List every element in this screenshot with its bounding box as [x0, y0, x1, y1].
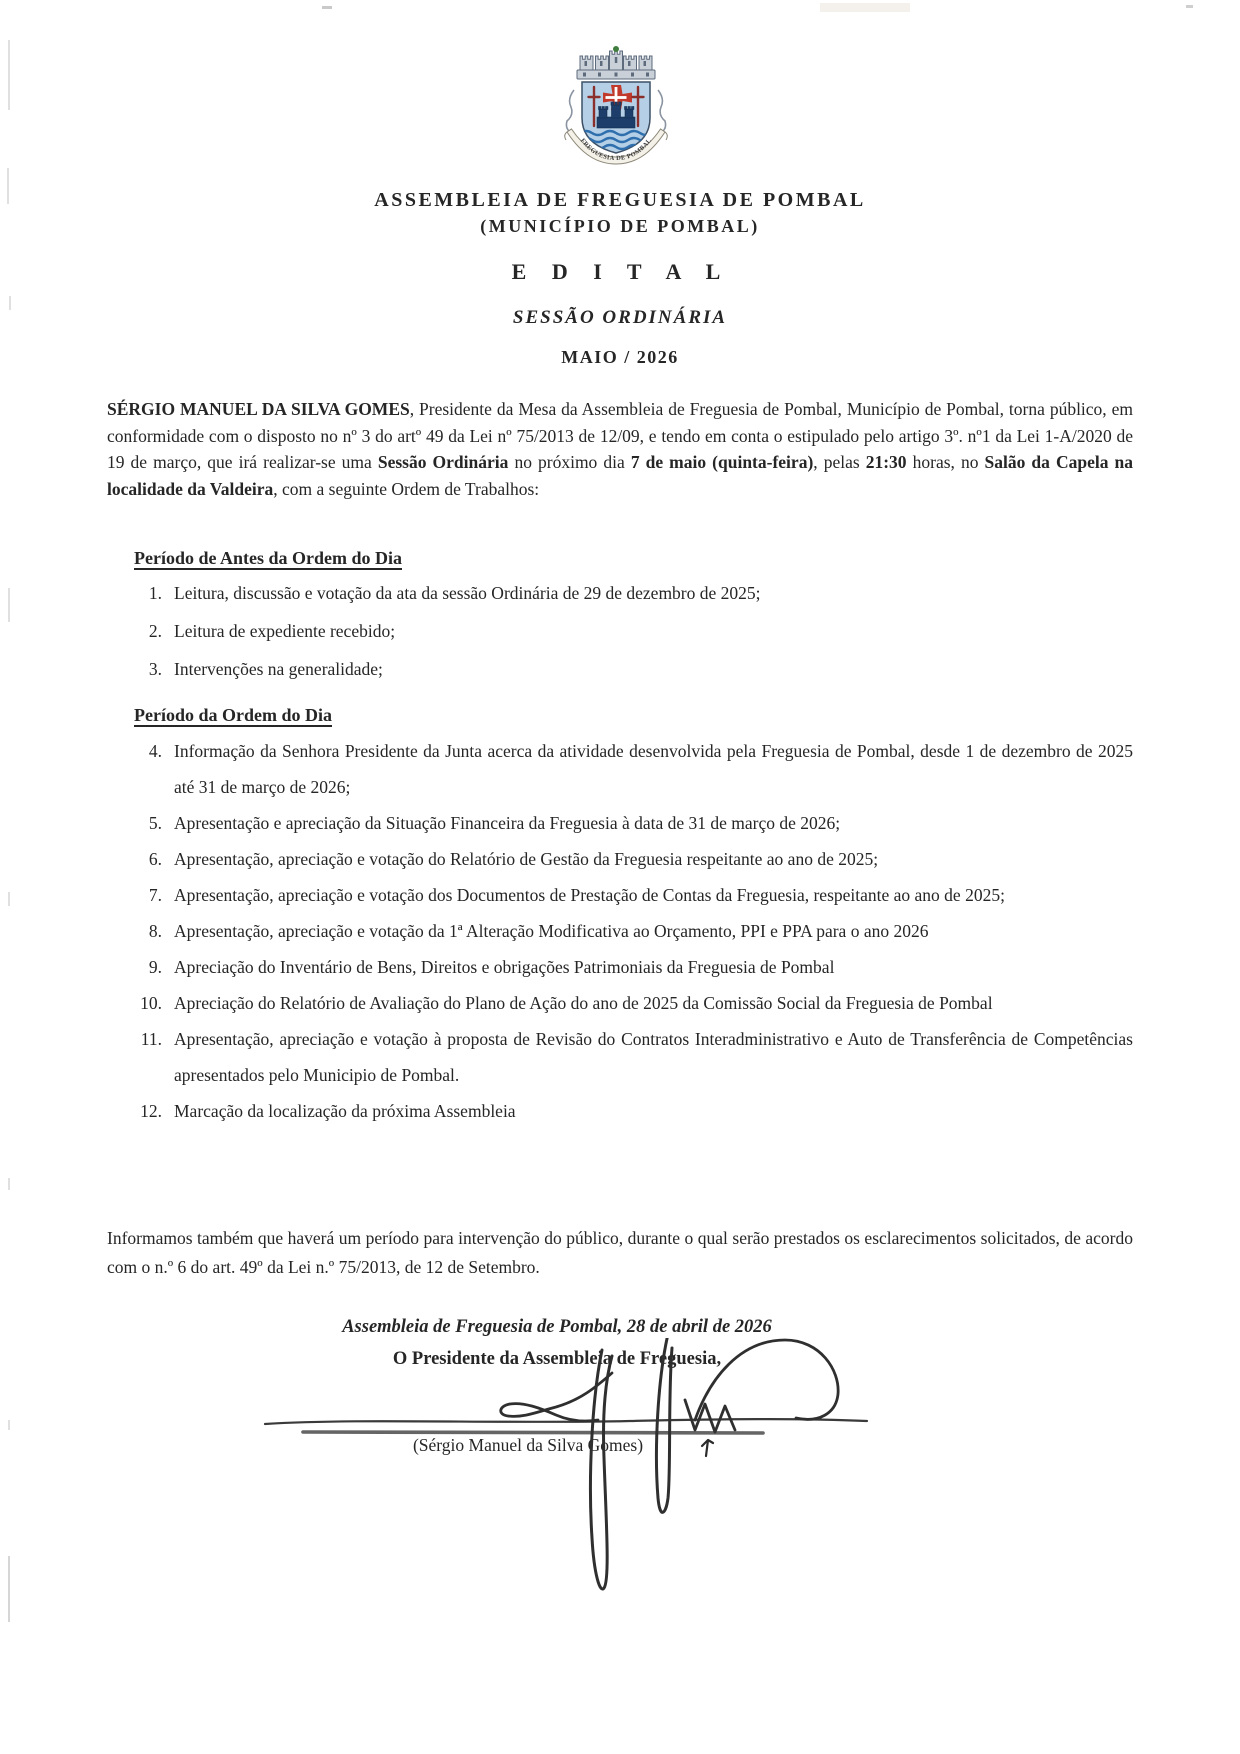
list-item: [107, 805, 1133, 841]
arrow-scan-mark: [700, 1436, 718, 1458]
intro-text: , Presidente da Mesa da Assembleia de Freguesia de Pombal, Município de Pombal, torna público, em conformidade com o disposto no nº 3 do artº 49 da Lei nº 75/2013 de 12/09, e tendo em conta o estipulado pelo artigo 3º. nº1 da Lei 1-A/2020 de 19 de março, que irá realizar-se uma: [107, 399, 1133, 472]
item-text: Apresentação, apreciação e votação dos Documentos de Prestação de Contas da Freguesia, respeitante ao ano de 2025;: [174, 885, 1005, 905]
intro-paragraph: [107, 396, 1133, 502]
session-type-title: SESSÃO ORDINÁRIA: [512, 307, 728, 328]
item-number: 8.: [148, 921, 162, 941]
session-bold: Sessão Ordinária: [377, 452, 509, 472]
item-number: 6.: [148, 849, 162, 869]
coat-of-arms-logo: [550, 30, 682, 166]
item-number: 2.: [148, 621, 162, 641]
scan-artifact: [820, 3, 910, 12]
closing-paragraph: Informamos também que haverá um período para intervenção do público, durante o qual serão prestados os esclarecimentos solicitados, de acordo com o n.º 6 do art. 49º da Lei n.º 75/2013, de 12 de Setembro.: [107, 1228, 1133, 1277]
list-item: [107, 574, 1133, 612]
scan-artifact: [1186, 5, 1193, 8]
list-item: [107, 841, 1133, 877]
signoff-place-date: Assembleia de Freguesia de Pombal, 28 de abril de 2026: [342, 1317, 772, 1337]
meeting-time-bold: 21:30: [865, 452, 907, 472]
item-number: 11.: [140, 1029, 162, 1049]
item-number: 10.: [140, 993, 162, 1013]
coat-of-arms-graphic: [550, 30, 682, 166]
item-number: 5.: [148, 813, 162, 833]
session-month-year: MAIO / 2026: [561, 347, 679, 367]
scan-artifact: [9, 296, 11, 310]
doc-type-title: E D I T A L: [511, 259, 729, 284]
scan-artifact: [8, 1556, 10, 1622]
list-item: [107, 985, 1133, 1021]
item-number: 4.: [148, 741, 162, 761]
item-text: Informação da Senhora Presidente da Junta acerca da atividade desenvolvida pela Freguesia de Pombal, desde 1 de dezembro de 2025 até 31 de março de 2026;: [174, 741, 1133, 797]
meeting-date-bold: 7 de maio (quinta-feira): [630, 452, 814, 472]
org-title: ASSEMBLEIA DE FREGUESIA DE POMBAL: [374, 189, 866, 211]
intro-text: , pelas: [813, 452, 866, 472]
org-subtitle: (MUNICÍPIO DE POMBAL): [480, 216, 760, 236]
scan-artifact: [8, 892, 10, 906]
list-item: [107, 877, 1133, 913]
item-number: 1.: [148, 583, 162, 603]
item-number: 3.: [148, 659, 162, 679]
item-text: Apresentação, apreciação e votação do Relatório de Gestão da Freguesia respeitante ao ano de 2025;: [174, 849, 879, 869]
section-heading-order-of-day: Período da Ordem do Dia: [134, 705, 332, 725]
scan-artifact: [7, 168, 9, 204]
agenda-list-order-of-day: [107, 733, 1133, 1129]
mantling-left: [566, 90, 574, 132]
scan-artifact: [8, 1420, 10, 1430]
item-text: Intervenções na generalidade;: [174, 659, 383, 679]
banner-text: FREGUESIA DE POMBAL: [578, 137, 654, 163]
intro-text: no próximo dia: [508, 452, 631, 472]
list-item: [107, 650, 1133, 688]
agenda-list-before-order: [107, 574, 1133, 688]
item-text: Leitura, discussão e votação da ata da sessão Ordinária de 29 de dezembro de 2025;: [174, 583, 761, 603]
list-item: [107, 1093, 1133, 1129]
list-item: [107, 949, 1133, 985]
handwritten-signature: [240, 1338, 880, 1608]
scan-artifact: [8, 40, 10, 110]
item-number: 7.: [148, 885, 162, 905]
item-text: Apresentação e apreciação da Situação Financeira da Freguesia à data de 31 de março de 2026;: [174, 813, 841, 833]
item-text: Apreciação do Relatório de Avaliação do Plano de Ação do ano de 2025 da Comissão Social da Freguesia de Pombal: [174, 993, 993, 1013]
meeting-venue-bold: Salão da Capela na localidade da Valdeira: [107, 452, 1133, 499]
list-item: [107, 612, 1133, 650]
item-number: 12.: [140, 1101, 162, 1121]
section-heading-before-order: Período de Antes da Ordem do Dia: [134, 548, 402, 568]
signoff-name: (Sérgio Manuel da Silva Gomes): [412, 1435, 644, 1455]
scan-artifact: [8, 588, 10, 622]
intro-text: horas, no: [906, 452, 985, 472]
item-text: Leitura de expediente recebido;: [174, 621, 396, 641]
signoff-role: O Presidente da Assembleia de Freguesia,: [392, 1349, 722, 1369]
item-number: 9.: [148, 957, 162, 977]
list-item: [107, 1021, 1133, 1093]
list-item: [107, 733, 1133, 805]
intro-text: , com a seguinte Ordem de Trabalhos:: [273, 478, 540, 499]
president-name: SÉRGIO MANUEL DA SILVA GOMES: [107, 399, 410, 419]
item-text: Apresentação, apreciação e votação da 1ª Alteração Modificativa ao Orçamento, PPI e PPA para o ano 2026: [174, 921, 929, 941]
item-text: Marcação da localização da próxima Assembleia: [174, 1101, 516, 1121]
scan-artifact: [322, 6, 332, 9]
scan-artifact: [8, 1178, 10, 1190]
mantling-right: [658, 90, 666, 132]
item-text: Apreciação do Inventário de Bens, Direitos e obrigações Patrimoniais da Freguesia de Pombal: [174, 957, 835, 977]
list-item: [107, 913, 1133, 949]
item-text: Apresentação, apreciação e votação à proposta de Revisão do Contratos Interadministrativo e Auto de Transferência de Competências apresentados pelo Municipio de Pombal.: [174, 1029, 1133, 1085]
